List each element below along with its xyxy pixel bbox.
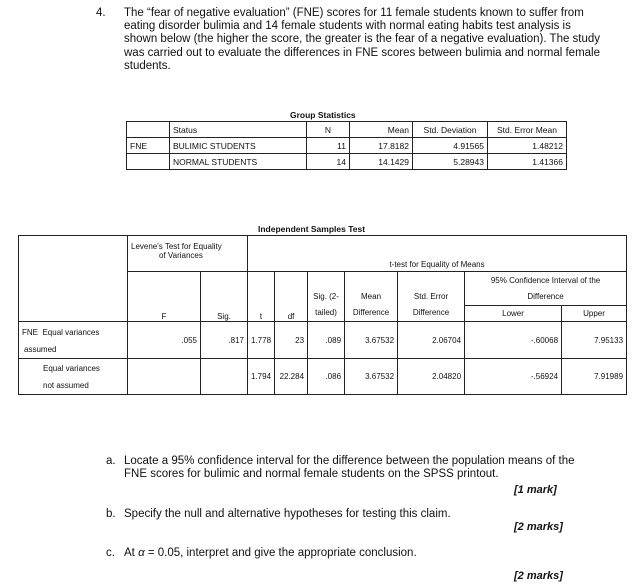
header-sig: Sig. (201, 272, 248, 322)
independent-test-title: Independent Samples Test (258, 224, 366, 234)
question-text: The “fear of negative evaluation” (FNE) scores for 11 female students known to suffer from eating disorder bulimia and 14 female students with normal eating habits test analysis is shown below (the higher the score, the greater is the fear of a negative evaluation). The study was carried out to evaluate the differences in FNE scores between bulimia and normal female students. (124, 7, 601, 72)
group-statistics-table (126, 121, 567, 170)
part-b-letter: b. (106, 508, 116, 520)
independent-test-table (18, 235, 627, 395)
part-b-text: Specify the null and alternative hypotheses for testing this claim. (124, 508, 451, 520)
part-c-marks: [2 marks] (514, 570, 563, 582)
sig2-cell: .086 (308, 359, 345, 395)
lower-cell: -.60068 (465, 322, 562, 359)
part-a-letter: a. (106, 455, 116, 467)
n-cell: 14 (307, 154, 350, 170)
mean-cell: 17.8182 (350, 138, 413, 154)
table-row (19, 236, 627, 272)
mean-cell: 14.1429 (350, 154, 413, 170)
upper-cell: 7.95133 (562, 322, 627, 359)
se-cell: 1.48212 (488, 138, 567, 154)
n-cell: 11 (307, 138, 350, 154)
part-c-text: At α = 0.05, interpret and give the appropriate conclusion. (124, 547, 417, 559)
table-row (127, 122, 567, 138)
f-cell: .055 (128, 322, 201, 359)
header-df: df (275, 272, 308, 322)
df-cell: 22.284 (275, 359, 308, 395)
header-lower: Lower (465, 306, 562, 322)
row-label: Equal variances not assumed (19, 359, 128, 395)
row-label: FNE Equal variances assumed (19, 322, 128, 359)
question-number: 4. (96, 7, 106, 19)
header-sig2: Sig. (2- tailed) (308, 272, 345, 322)
table-row (127, 138, 567, 154)
sd-cell: 4.91565 (413, 138, 488, 154)
header-mean-difference: Mean Difference (345, 272, 398, 322)
sd-cell: 5.28943 (413, 154, 488, 170)
header-t: t (248, 272, 275, 322)
levene-header: Levene's Test for Equality of Variances (128, 236, 248, 272)
status-cell: NORMAL STUDENTS (170, 154, 307, 170)
sig-cell: .817 (201, 322, 248, 359)
header-n: N (307, 122, 350, 138)
header-se: Std. Error Mean (488, 122, 567, 138)
se-cell: 2.04820 (398, 359, 465, 395)
md-cell: 3.67532 (345, 359, 398, 395)
part-c-letter: c. (106, 547, 115, 559)
header-sd: Std. Deviation (413, 122, 488, 138)
se-cell: 2.06704 (398, 322, 465, 359)
upper-cell: 7.91989 (562, 359, 627, 395)
md-cell: 3.67532 (345, 322, 398, 359)
header-std-error-difference: Std. Error Difference (398, 272, 465, 322)
part-b-marks: [2 marks] (514, 521, 563, 533)
part-a-text: Locate a 95% confidence interval for the difference between the population means of the FNE scores for bulimic and normal female students on the SPSS printout. (124, 455, 575, 481)
ttest-header: t-test for Equality of Means (248, 236, 627, 272)
ci-header: 95% Confidence Interval of the Difference (465, 272, 627, 306)
t-cell: 1.794 (248, 359, 275, 395)
sig2-cell: .089 (308, 322, 345, 359)
part-a-marks: [1 mark] (514, 484, 557, 496)
header-mean: Mean (350, 122, 413, 138)
table-row (19, 322, 627, 359)
table-row (19, 359, 627, 395)
lower-cell: -.56924 (465, 359, 562, 395)
t-cell: 1.778 (248, 322, 275, 359)
df-cell: 23 (275, 322, 308, 359)
table-row (127, 154, 567, 170)
header-f: F (128, 272, 201, 322)
se-cell: 1.41366 (488, 154, 567, 170)
status-cell: BULIMIC STUDENTS (170, 138, 307, 154)
header-status: Status (170, 122, 307, 138)
header-upper: Upper (562, 306, 627, 322)
group-statistics-title: Group Statistics (290, 110, 356, 120)
variable-label: FNE (127, 138, 170, 154)
